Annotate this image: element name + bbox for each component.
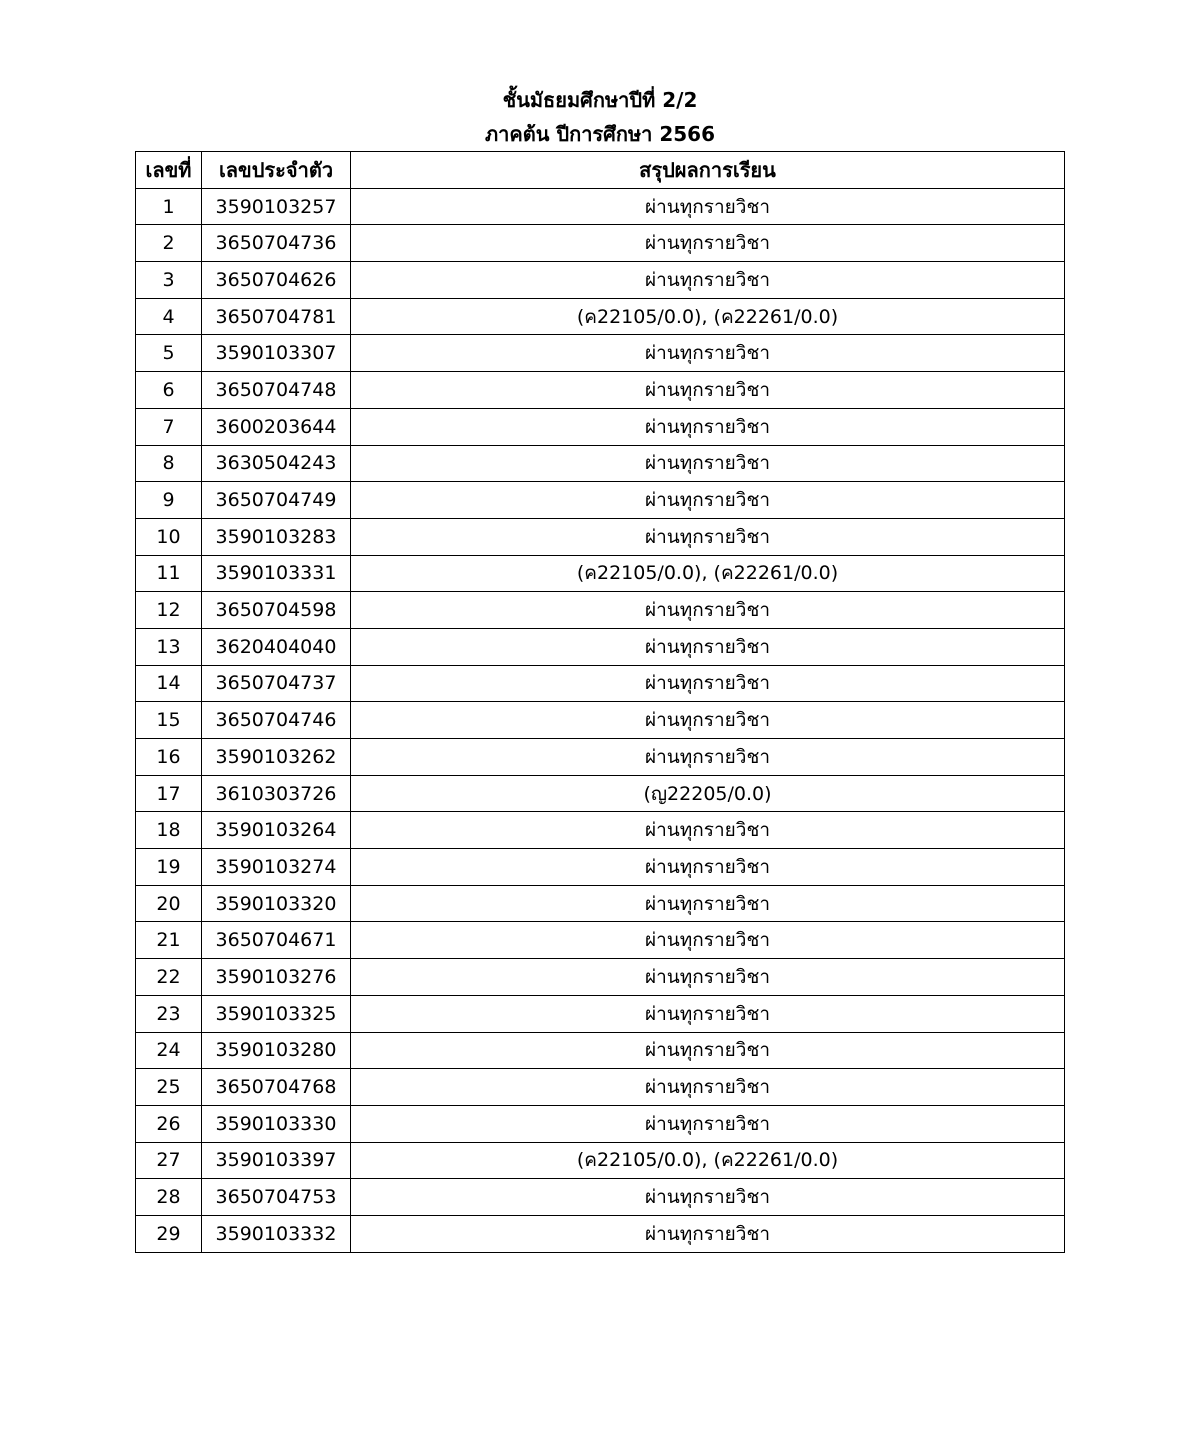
- row-number-cell: 22: [136, 959, 202, 996]
- table-row: [136, 1179, 1065, 1216]
- student-id-cell: 3590103397: [202, 1142, 351, 1179]
- row-number-cell: 17: [136, 775, 202, 812]
- row-number-cell: 24: [136, 1032, 202, 1069]
- table-row: [136, 592, 1065, 629]
- row-number-cell: 2: [136, 225, 202, 262]
- result-cell: ผ่านทุกรายวิชา: [351, 885, 1065, 922]
- table-body: [136, 188, 1065, 1252]
- document-title: [0, 83, 1200, 151]
- result-cell: ผ่านทุกรายวิชา: [351, 1032, 1065, 1069]
- student-id-cell: 3620404040: [202, 628, 351, 665]
- row-number-cell: 21: [136, 922, 202, 959]
- table-row: [136, 1032, 1065, 1069]
- result-cell: ผ่านทุกรายวิชา: [351, 225, 1065, 262]
- student-id-cell: 3610303726: [202, 775, 351, 812]
- table-row: [136, 408, 1065, 445]
- row-number-cell: 25: [136, 1069, 202, 1106]
- result-cell: ผ่านทุกรายวิชา: [351, 702, 1065, 739]
- result-cell: ผ่านทุกรายวิชา: [351, 188, 1065, 225]
- result-cell: ผ่านทุกรายวิชา: [351, 849, 1065, 886]
- table-row: [136, 1105, 1065, 1142]
- student-id-cell: 3650704749: [202, 482, 351, 519]
- table-row: [136, 225, 1065, 262]
- row-number-cell: 23: [136, 995, 202, 1032]
- result-cell: ผ่านทุกรายวิชา: [351, 592, 1065, 629]
- header-result-summary: สรุปผลการเรียน: [351, 152, 1065, 189]
- row-number-cell: 15: [136, 702, 202, 739]
- row-number-cell: 4: [136, 298, 202, 335]
- result-cell: ผ่านทุกรายวิชา: [351, 262, 1065, 299]
- table-row: [136, 482, 1065, 519]
- semester-title: ภาคต้น ปีการศึกษา 2566: [484, 122, 716, 146]
- student-id-cell: 3650704781: [202, 298, 351, 335]
- class-title: ชั้นมัธยมศึกษาปีที่ 2/2: [502, 88, 698, 112]
- student-id-cell: 3650704768: [202, 1069, 351, 1106]
- row-number-cell: 29: [136, 1215, 202, 1252]
- table-row: [136, 518, 1065, 555]
- row-number-cell: 9: [136, 482, 202, 519]
- result-cell: ผ่านทุกรายวิชา: [351, 408, 1065, 445]
- result-cell: ผ่านทุกรายวิชา: [351, 812, 1065, 849]
- row-number-cell: 8: [136, 445, 202, 482]
- row-number-cell: 18: [136, 812, 202, 849]
- result-cell: ผ่านทุกรายวิชา: [351, 1069, 1065, 1106]
- table-row: [136, 665, 1065, 702]
- row-number-cell: 7: [136, 408, 202, 445]
- student-id-cell: 3630504243: [202, 445, 351, 482]
- row-number-cell: 5: [136, 335, 202, 372]
- row-number-cell: 28: [136, 1179, 202, 1216]
- student-id-cell: 3590103264: [202, 812, 351, 849]
- table-row: [136, 959, 1065, 996]
- student-id-cell: 3650704737: [202, 665, 351, 702]
- table-row: [136, 335, 1065, 372]
- row-number-cell: 19: [136, 849, 202, 886]
- row-number-cell: 26: [136, 1105, 202, 1142]
- table-row: [136, 812, 1065, 849]
- table-header-row: [136, 152, 1065, 189]
- result-cell: ผ่านทุกรายวิชา: [351, 1179, 1065, 1216]
- table-row: [136, 372, 1065, 409]
- row-number-cell: 16: [136, 739, 202, 776]
- student-id-cell: 3590103307: [202, 335, 351, 372]
- result-cell: ผ่านทุกรายวิชา: [351, 518, 1065, 555]
- row-number-cell: 14: [136, 665, 202, 702]
- student-id-cell: 3590103330: [202, 1105, 351, 1142]
- result-cell: ผ่านทุกรายวิชา: [351, 445, 1065, 482]
- table-row: [136, 628, 1065, 665]
- table-row: [136, 849, 1065, 886]
- table-row: [136, 922, 1065, 959]
- row-number-cell: 10: [136, 518, 202, 555]
- table-row: [136, 885, 1065, 922]
- table-row: [136, 298, 1065, 335]
- student-id-cell: 3650704626: [202, 262, 351, 299]
- row-number-cell: 1: [136, 188, 202, 225]
- result-cell: (ค22105/0.0), (ค22261/0.0): [351, 1142, 1065, 1179]
- result-cell: ผ่านทุกรายวิชา: [351, 922, 1065, 959]
- student-id-cell: 3590103332: [202, 1215, 351, 1252]
- student-id-cell: 3590103280: [202, 1032, 351, 1069]
- header-student-id: เลขประจำตัว: [202, 152, 351, 189]
- row-number-cell: 20: [136, 885, 202, 922]
- result-cell: ผ่านทุกรายวิชา: [351, 482, 1065, 519]
- table-row: [136, 445, 1065, 482]
- row-number-cell: 27: [136, 1142, 202, 1179]
- student-id-cell: 3650704746: [202, 702, 351, 739]
- row-number-cell: 13: [136, 628, 202, 665]
- table-row: [136, 1215, 1065, 1252]
- student-id-cell: 3650704736: [202, 225, 351, 262]
- result-cell: ผ่านทุกรายวิชา: [351, 1215, 1065, 1252]
- table-row: [136, 188, 1065, 225]
- row-number-cell: 6: [136, 372, 202, 409]
- student-id-cell: 3650704598: [202, 592, 351, 629]
- table-row: [136, 1069, 1065, 1106]
- result-cell: ผ่านทุกรายวิชา: [351, 995, 1065, 1032]
- table-row: [136, 775, 1065, 812]
- student-id-cell: 3650704671: [202, 922, 351, 959]
- result-cell: (ญ22205/0.0): [351, 775, 1065, 812]
- student-id-cell: 3590103331: [202, 555, 351, 592]
- results-table: [135, 151, 1065, 1253]
- table-row: [136, 702, 1065, 739]
- result-cell: ผ่านทุกรายวิชา: [351, 1105, 1065, 1142]
- result-cell: ผ่านทุกรายวิชา: [351, 665, 1065, 702]
- row-number-cell: 3: [136, 262, 202, 299]
- table-row: [136, 995, 1065, 1032]
- table-row: [136, 1142, 1065, 1179]
- row-number-cell: 11: [136, 555, 202, 592]
- student-id-cell: 3650704753: [202, 1179, 351, 1216]
- student-id-cell: 3650704748: [202, 372, 351, 409]
- result-cell: ผ่านทุกรายวิชา: [351, 372, 1065, 409]
- row-number-cell: 12: [136, 592, 202, 629]
- student-id-cell: 3590103320: [202, 885, 351, 922]
- result-cell: (ค22105/0.0), (ค22261/0.0): [351, 555, 1065, 592]
- table-row: [136, 739, 1065, 776]
- result-cell: ผ่านทุกรายวิชา: [351, 959, 1065, 996]
- student-id-cell: 3590103262: [202, 739, 351, 776]
- header-number: เลขที่: [136, 152, 202, 189]
- student-id-cell: 3590103276: [202, 959, 351, 996]
- result-cell: ผ่านทุกรายวิชา: [351, 739, 1065, 776]
- student-id-cell: 3590103325: [202, 995, 351, 1032]
- result-cell: ผ่านทุกรายวิชา: [351, 335, 1065, 372]
- result-cell: (ค22105/0.0), (ค22261/0.0): [351, 298, 1065, 335]
- student-id-cell: 3590103274: [202, 849, 351, 886]
- result-cell: ผ่านทุกรายวิชา: [351, 628, 1065, 665]
- student-id-cell: 3590103257: [202, 188, 351, 225]
- table-row: [136, 555, 1065, 592]
- student-id-cell: 3590103283: [202, 518, 351, 555]
- table-row: [136, 262, 1065, 299]
- student-id-cell: 3600203644: [202, 408, 351, 445]
